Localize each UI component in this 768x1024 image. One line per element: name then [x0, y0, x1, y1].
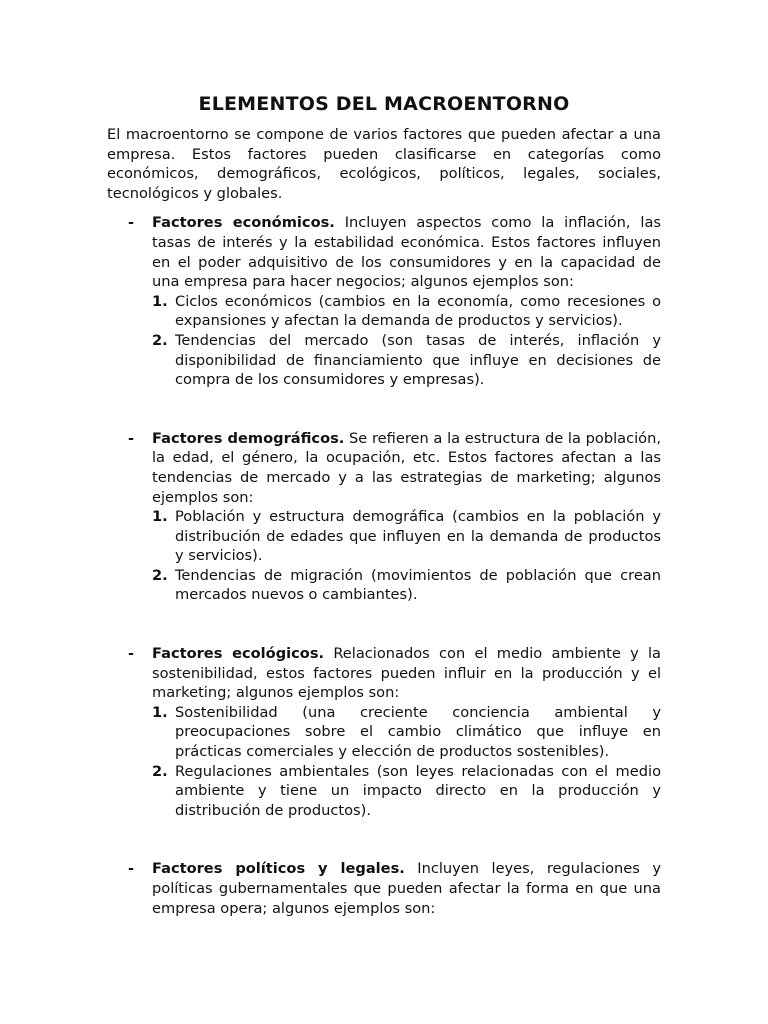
section-paragraph — [152, 213, 661, 291]
list-number: 1. — [152, 703, 168, 721]
bullet-dash: - — [128, 645, 135, 663]
section-heading: Factores ecológicos. — [152, 645, 325, 663]
numbered-list — [152, 507, 661, 605]
bullet-dash: - — [128, 860, 135, 878]
document-title: ELEMENTOS DEL MACROENTORNO — [198, 93, 570, 115]
section-ecological-factors — [107, 644, 661, 820]
list-number: 1. — [152, 292, 168, 310]
section-text: Incluyen leyes, regulaciones y políticas gubernamentales que pueden afectar la forma en que una empresa opera; algunos ejemplos son: — [152, 860, 661, 917]
list-number: 2. — [152, 762, 168, 780]
bullet-dash: - — [128, 429, 135, 447]
section-economic-factors — [107, 213, 661, 389]
numbered-list — [152, 703, 661, 821]
list-item-text: Ciclos económicos (cambios en la economía, como recesiones o expansiones y afectan la demanda de productos y servicios). — [175, 292, 661, 330]
list-number: 2. — [152, 331, 168, 349]
section-paragraph — [152, 859, 661, 918]
section-text: Incluyen aspectos como la inflación, las tasas de interés y la estabilidad económica. Estos factores influyen en el poder adquisitivo de los consumidores y en la capacidad de una empresa para hacer negocios; algunos ejemplos son: — [152, 214, 661, 291]
list-number: 1. — [152, 508, 168, 526]
section-paragraph — [152, 429, 661, 507]
section-demographic-factors — [107, 429, 661, 605]
list-number: 2. — [152, 566, 168, 584]
section-text: Relacionados con el medio ambiente y la sostenibilidad, estos factores pueden influir en la producción y el marketing; algunos ejemplos son: — [152, 645, 661, 702]
list-item-text: Tendencias del mercado (son tasas de interés, inflación y disponibilidad de financiamiento que influye en decisiones de compra de los consumidores y empresas). — [175, 331, 661, 389]
bullet-dash: - — [128, 214, 135, 232]
section-heading: Factores demográficos. — [152, 429, 345, 447]
list-item — [152, 292, 661, 331]
section-text: Se refieren a la estructura de la población, la edad, el género, la ocupación, etc. Estos factores afectan a las tendencias de mercado y a las estrategias de marketing; algunos ejemplos son: — [152, 429, 661, 506]
list-item-text: Regulaciones ambientales (son leyes relacionadas con el medio ambiente y tiene un impacto directo en la producción y distribución de productos). — [175, 762, 661, 819]
intro-paragraph: El macroentorno se compone de varios factores que pueden afectar a una empresa. Estos factores pueden clasificarse en categorías como económicos, demográficos, ecológicos, políticos, legales, sociales, tecnológicos y globales. — [107, 126, 661, 202]
list-item — [152, 331, 661, 390]
section-political-legal-factors — [107, 859, 661, 918]
numbered-list — [152, 292, 661, 390]
list-item — [152, 507, 661, 566]
document-page — [107, 92, 661, 918]
list-item — [152, 762, 661, 821]
list-item — [152, 703, 661, 762]
list-item-text: Población y estructura demográfica (cambios en la población y distribución de edades que influyen en la demanda de productos y servicios). — [175, 508, 661, 565]
section-heading: Factores económicos. — [152, 214, 335, 232]
section-paragraph — [152, 644, 661, 703]
list-item — [152, 566, 661, 605]
section-heading: Factores políticos y legales. — [152, 860, 405, 878]
list-item-text: Sostenibilidad (una creciente conciencia ambiental y preocupaciones sobre el cambio climático que influye en prácticas comerciales y elección de productos sostenibles). — [175, 703, 661, 761]
list-item-text: Tendencias de migración (movimientos de población que crean mercados nuevos o cambiantes). — [175, 566, 661, 604]
